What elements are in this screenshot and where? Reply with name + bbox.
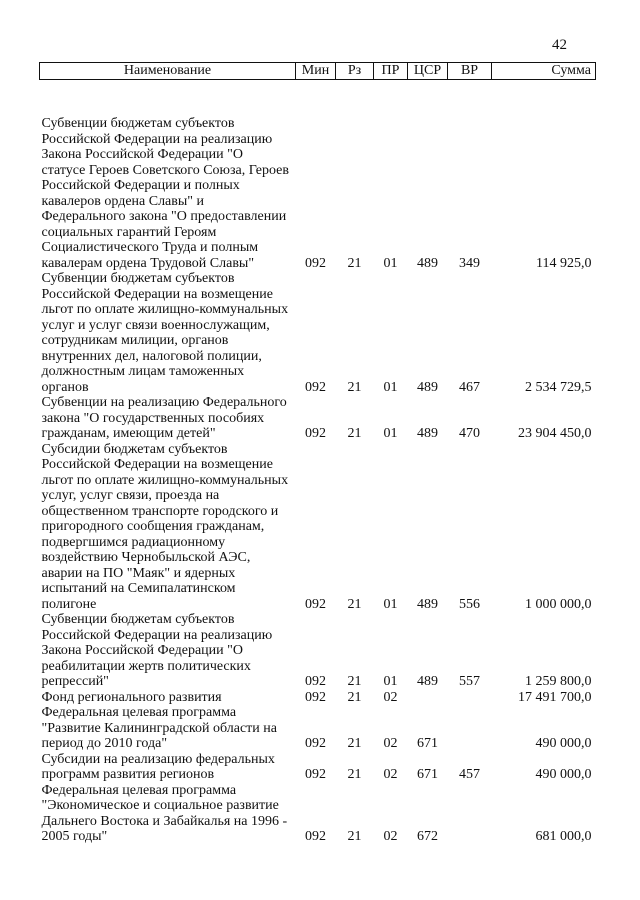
row-min: 092 — [305, 674, 326, 689]
row-pr: 01 — [383, 674, 398, 689]
row-min: 092 — [305, 596, 326, 612]
row-sum: 23 904 450,0 — [518, 426, 592, 441]
table-row — [40, 80, 596, 272]
page-number: 42 — [552, 37, 567, 53]
row-sum: 1 259 800,0 — [525, 674, 592, 689]
row-rz: 21 — [347, 829, 362, 844]
row-vr: 557 — [459, 674, 480, 689]
row-name: Федеральная целевая программа "Развитие Калининградской области на период до 2010 года" — [41, 705, 277, 751]
table-row — [40, 395, 596, 442]
row-sum: 1 000 000,0 — [525, 596, 592, 612]
row-sum: 490 000,0 — [535, 736, 592, 751]
row-vr: 457 — [459, 767, 480, 782]
table-row — [40, 612, 596, 690]
row-pr: 01 — [383, 426, 398, 441]
row-csr: 671 — [417, 767, 438, 782]
table-row — [40, 705, 596, 752]
row-sum: 114 925,0 — [536, 255, 592, 271]
row-pr: 02 — [383, 736, 398, 751]
row-csr: 671 — [417, 736, 438, 751]
row-vr: 467 — [459, 379, 480, 395]
row-min: 092 — [305, 255, 326, 271]
row-min: 092 — [305, 689, 326, 705]
row-min: 092 — [305, 379, 326, 395]
header-pr: ПР — [374, 63, 408, 80]
row-rz: 21 — [347, 767, 362, 782]
row-pr: 02 — [383, 767, 398, 782]
header-name: Наименование — [40, 63, 296, 80]
row-vr: 556 — [459, 596, 480, 612]
header-rz: Рз — [336, 63, 374, 80]
row-min: 092 — [305, 829, 326, 844]
table-row — [40, 752, 596, 783]
row-csr — [408, 690, 448, 706]
row-rz: 21 — [347, 689, 362, 705]
budget-table — [39, 62, 596, 845]
row-name: Федеральная целевая программа "Экономическое и социальное развитие Дальнего Востока и Забайкалья на 1996 - 2005 годы" — [41, 782, 288, 844]
row-vr: 349 — [459, 255, 480, 271]
row-rz: 21 — [347, 736, 362, 751]
table-row — [40, 783, 596, 845]
row-vr — [448, 705, 492, 752]
row-csr: 489 — [417, 674, 438, 689]
row-pr: 02 — [383, 829, 398, 844]
table-header-row — [40, 63, 596, 80]
row-min: 092 — [305, 426, 326, 441]
row-rz: 21 — [347, 426, 362, 441]
row-name: Субвенции бюджетам субъектов Российской Федерации на возмещение льгот по оплате жилищно-коммунальных услуг и услуг связи военнослужащим, сотрудникам милиции, органов внутренних дел, налоговой полиции, должностным лицам таможенных органов — [41, 271, 289, 395]
row-sum: 17 491 700,0 — [518, 689, 592, 705]
row-name: Субвенции бюджетам субъектов Российской Федерации на реализацию Закона Российской Федерации "О реабилитации жертв политических репрессий" — [41, 612, 273, 689]
row-name: Субвенции на реализацию Федерального закона "О государственных пособиях гражданам, имеющим детей" — [41, 395, 287, 441]
row-sum: 2 534 729,5 — [525, 379, 592, 395]
row-rz: 21 — [347, 674, 362, 689]
row-name: Субвенции бюджетам субъектов Российской Федерации на реализацию Закона Российской Федерации "О статусе Героев Советского Союза, Героев Российской Федерации и полных кавалеров ордена Славы" и Федерального закона "О предоставлении социальных гарантий Героям Социалистического Труда и полным кавалерам ордена Трудовой Славы" — [41, 116, 289, 271]
row-csr: 489 — [417, 426, 438, 441]
row-sum: 681 000,0 — [535, 829, 592, 844]
row-csr: 672 — [417, 829, 438, 844]
table-row — [40, 442, 596, 613]
header-min: Мин — [296, 63, 336, 80]
header-sum: Сумма — [492, 63, 596, 80]
row-name: Фонд регионального развития — [41, 689, 222, 705]
row-pr: 01 — [383, 379, 398, 395]
table-row — [40, 690, 596, 706]
row-csr: 489 — [417, 379, 438, 395]
row-pr: 02 — [383, 689, 398, 705]
row-rz: 21 — [347, 255, 362, 271]
row-csr: 489 — [417, 255, 438, 271]
row-name: Субсидии бюджетам субъектов Российской Федерации на возмещение льгот по оплате жилищно-коммунальных услуг, услуг связи, проезда на общественном транспорте городского и пригородного сообщения гражданам, подвергшимся радиационному воздействию Чернобыльской АЭС, аварии на ПО "Маяк" и ядерных испытаний на Семипалатинском полигоне — [41, 441, 289, 612]
row-pr: 01 — [383, 596, 398, 612]
row-vr — [448, 690, 492, 706]
row-csr: 489 — [417, 596, 438, 612]
table-row — [40, 271, 596, 395]
row-min: 092 — [305, 736, 326, 751]
header-vr: ВР — [448, 63, 492, 80]
row-min: 092 — [305, 767, 326, 782]
header-csr: ЦСР — [408, 63, 448, 80]
row-sum: 490 000,0 — [535, 767, 592, 782]
row-rz: 21 — [347, 379, 362, 395]
row-name: Субсидии на реализацию федеральных программ развития регионов — [41, 751, 275, 782]
row-rz: 21 — [347, 596, 362, 612]
row-vr: 470 — [459, 426, 480, 441]
row-pr: 01 — [383, 255, 398, 271]
row-vr — [448, 783, 492, 845]
